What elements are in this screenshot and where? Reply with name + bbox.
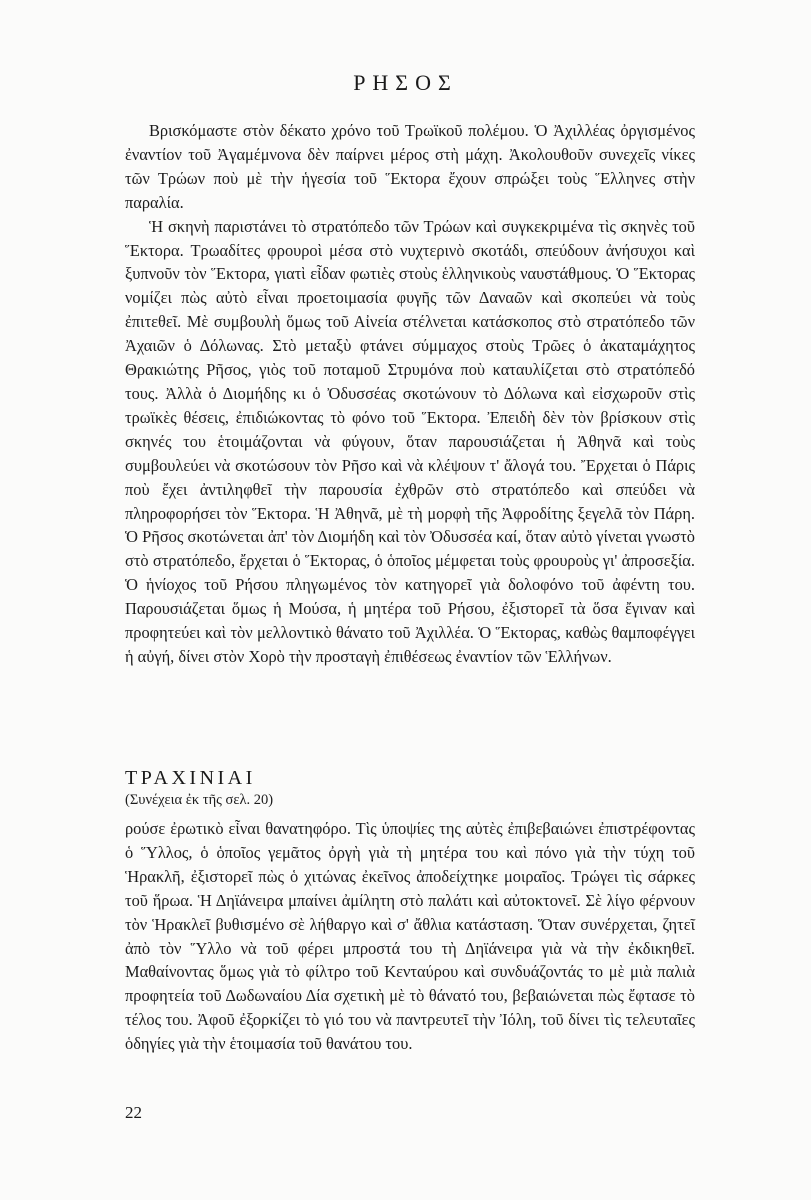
section-title: ΤΡΑΧΙΝΙΑΙ: [125, 767, 256, 789]
paragraph: ρούσε ἐρωτικὸ εἶναι θανατηφόρο. Τὶς ὑποψίες της αὐτὲς ἐπιβεβαιώνει ἐπιστρέφοντας ὁ Ὕλλος, ὁ ὁποῖος γεμᾶτος ὀργὴ γιὰ τὴ μητέρα του καὶ πόνο γιὰ τὴν τύχη τοῦ Ἡρακλῆ, ἐξιστορεῖ πὼς ὁ χιτώνας ἐκεῖνος ἀποδείχτηκε μοιραῖος. Τρώγει τὶς σάρκες τοῦ ἥρωα. Ἡ Δηϊάνειρα μπαίνει ἀμίλητη στὸ παλάτι καὶ αὐτοκτονεῖ. Σὲ λίγο φέρνουν τὸν Ἡρακλεῖ βυθισμένο σὲ λήθαργο καὶ σ' ἄθλια κατάσταση. Ὅταν συνέρχεται, ζητεῖ ἀπὸ τὸν Ὕλλο νὰ τοῦ φέρει μπροστά του τὴ Δηϊάνειρα γιὰ νὰ τὴν ἐκδικηθεῖ. Μαθαίνοντας ὅμως γιὰ τὸ φίλτρο τοῦ Κενταύρου καὶ συνδυάζοντάς το μὲ μιὰ παλιὰ προφητεία τοῦ Δωδωναίου Δία σχετικὴ μὲ τὸ θάνατό του, βεβαιώνεται πὼς ἔφτασε τὸ τέλος του. Ἀφοῦ ἐξορκίζει τὸ γιό του νὰ παντρευτεῖ τὴν Ἰόλη, τοῦ δίνει τὶς τελευταῖες ὁδηγίες γιὰ τὴν ἑτοιμασία τοῦ θανάτου του.: [125, 819, 695, 1054]
continuation-note: (Συνέχεια ἐκ τῆς σελ. 20): [125, 792, 274, 808]
trachiniai-synopsis: [125, 817, 695, 1056]
page-title: ΡΗΣΟΣ: [353, 70, 458, 95]
rhesos-synopsis: [125, 119, 695, 669]
paragraph: Βρισκόμαστε στὸν δέκατο χρόνο τοῦ Τρωϊκοῦ πολέμου. Ὁ Ἀχιλλέας ὀργισμένος ἐναντίον τοῦ Ἀγαμέμνονα δὲν παίρνει μέρος στὴ μάχη. Ἀκολουθοῦν συνεχεῖς νίκες τῶν Τρώων ποὺ μὲ τὴν ἡγεσία τοῦ Ἕκτορα ἔχουν σπρώξει τοὺς Ἕλληνες στὴν παραλία.: [125, 121, 695, 212]
paragraph: Ἡ σκηνὴ παριστάνει τὸ στρατόπεδο τῶν Τρώων καὶ συγκεκριμένα τὶς σκηνὲς τοῦ Ἕκτορα. Τρωαδίτες φρουροὶ μέσα στὸ νυχτερινὸ σκοτάδι, σπεύδουν ἀνήσυχοι καὶ ξυπνοῦν τὸν Ἕκτορα, γιατὶ εἶδαν φωτιὲς στοὺς ἑλληνικοὺς ναυστάθμους. Ὁ Ἕκτορας νομίζει πὼς αὐτὸ εἶναι προετοιμασία φυγῆς τῶν Δαναῶν καὶ σκοπεύει νὰ τοὺς ἐπιτεθεῖ. Μὲ συμβουλὴ ὅμως τοῦ Αἰνεία στέλνεται κατάσκοπος στὸ στρατόπεδο τῶν Ἀχαιῶν ὁ Δόλωνας. Στὸ μεταξὺ φτάνει σύμμαχος στοὺς Τρῶες ὁ ἀκαταμάχητος Θρακιώτης Ρῆσος, γιὸς τοῦ ποταμοῦ Στρυμόνα ποὺ καταυλίζεται στὸ στρατόπεδό τους. Ἀλλὰ ὁ Διομήδης κι ὁ Ὀδυσσέας σκοτώνουν τὸ Δόλωνα καὶ εἰσχωροῦν στὶς τρωϊκὲς θέσεις, ἐπιδιώκοντας τὸ φόνο τοῦ Ἕκτορα. Ἐπειδὴ δὲν τὸν βρίσκουν στὶς σκηνές του ἑτοιμάζονται νὰ φύγουν, ὅταν παρουσιάζεται ἡ Ἀθηνᾶ καὶ τοὺς συμβουλεύει νὰ σκοτώσουν τὸν Ρῆσο καὶ νὰ κλέψουν τ' ἄλογά του. Ἔρχεται ὁ Πάρις ποὺ ἔχει ἀντιληφθεῖ τὴν παρουσία ἐχθρῶν στὸ στρατόπεδο καὶ σπεύδει νὰ πληροφορήσει τὸν Ἕκτορα. Ἡ Ἀθηνᾶ, μὲ τὴ μορφὴ τῆς Ἀφροδίτης ξεγελᾶ τὸν Πάρη. Ὁ Ρῆσος σκοτώνεται ἀπ' τὸν Διομήδη καὶ τὸν Ὀδυσσέα καί, ὅταν αὐτὸ γίνεται γνωστὸ στὸ στρατόπεδο, ἔρχεται ὁ Ἕκτορας, ὁ ὁποῖος μέμφεται τοὺς φρουροὺς γι' ἀπροσεξία. Ὁ ἡνίοχος τοῦ Ρήσου πληγωμένος τὸν κατηγορεῖ γιὰ δολοφόνο τοῦ ἀφέντη του. Παρουσιάζεται ὅμως ἡ Μούσα, ἡ μητέρα τοῦ Ρήσου, ἐξιστορεῖ τὰ ὅσα ἔγιναν καὶ προφητεύει καὶ τὸν μελλοντικὸ θάνατο τοῦ Ἀχιλλέα. Ὁ Ἕκτορας, καθὼς θαμποφέγγει ἡ αὐγή, δίνει στὸν Χορὸ τὴν προσταγὴ ἐπιθέσεως ἐναντίον τῶν Ἑλλήνων.: [125, 216, 695, 666]
page-number: 22: [125, 1103, 142, 1122]
